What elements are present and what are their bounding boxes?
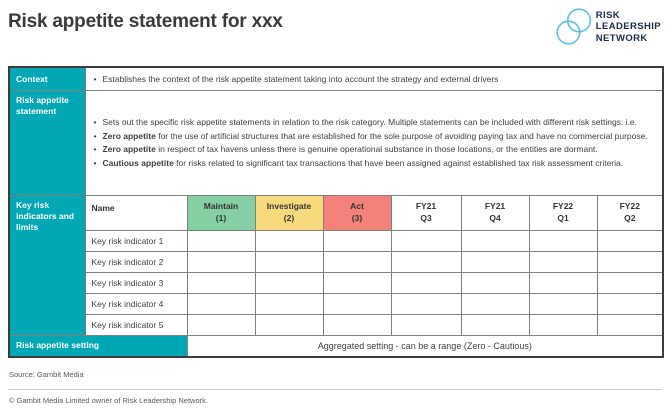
period-header-fy22-q2: FY22 Q2 [597,196,663,231]
period-header-fy21-q4: FY21 Q4 [461,196,529,231]
bullet-icon: • [93,144,97,155]
kri-value-cell [597,315,663,336]
logo-line-network: NETWORK [595,32,648,44]
kri-value-cell [323,294,391,315]
kri-value-cell [529,252,597,273]
statement-text-cell [85,91,663,196]
kri-value-cell [529,273,597,294]
kri-value-cell [323,273,391,294]
bullet-icon: • [93,158,97,169]
status-header-act: Act (3) [323,196,391,231]
kri-value-cell [187,231,255,252]
bullet-text: Establishes the context of the risk appetite statement taking into account the strategy and external drivers [102,73,499,84]
kri-row-label: Key risk indicator 2 [85,252,187,273]
statement-bullets [94,117,655,169]
period-header-fy22-q1: FY22 Q1 [529,196,597,231]
setting-label: Risk appetite setting [9,336,187,357]
footer-divider [8,389,662,390]
statement-label: Risk appetite statement [9,91,85,196]
logo-line-leadership: LEADERSHIP [595,21,661,33]
kri-value-cell [323,315,391,336]
kri-row-4 [9,294,663,315]
kri-value-cell [529,294,597,315]
kri-row-label: Key risk indicator 1 [85,231,187,252]
context-label: Context [9,67,85,91]
period-header-fy21-q3: FY21 Q3 [391,196,461,231]
bullet-item [94,131,655,142]
kri-row-2 [9,252,663,273]
kri-value-cell [323,231,391,252]
statement-row [9,91,663,196]
kri-value-cell [187,252,255,273]
logo-circles-icon [556,7,593,47]
bullet-text: Zero appetite for the use of artificial structures that are established for the sole purpose of avoiding paying tax and have no commercial purpose. [102,130,648,141]
copyright-note: © Gambit Media Limited owner of Risk Leadership Network. [9,396,208,405]
kri-value-cell [255,252,323,273]
setting-row [9,336,663,357]
kri-value-cell [597,252,663,273]
kri-value-cell [391,273,461,294]
context-bullets [94,74,655,85]
bullet-icon: • [93,130,97,141]
kri-value-cell [529,315,597,336]
kri-value-cell [461,294,529,315]
kri-value-cell [461,315,529,336]
logo-wordmark [596,10,661,45]
kri-row-3 [9,273,663,294]
kri-value-cell [597,294,663,315]
kri-value-cell [461,273,529,294]
kri-header-row [9,196,663,231]
kri-row-label: Key risk indicator 3 [85,273,187,294]
kri-section-label: Key risk indicators and limits [9,196,85,336]
context-row [9,67,663,91]
bullet-item [94,158,655,169]
setting-value: Aggregated setting - can be a range (Zero - Cautious) [187,336,663,357]
status-header-maintain: Maintain (1) [187,196,255,231]
kri-value-cell [187,294,255,315]
context-text-cell [85,67,663,91]
kri-value-cell [255,315,323,336]
kri-value-cell [597,231,663,252]
kri-value-cell [391,294,461,315]
kri-value-cell [391,252,461,273]
bullet-item [94,117,655,128]
bullet-text: Sets out the specific risk appetite statements in relation to the risk category. Multiple statements can be included with different risk settings: i.e. [102,117,637,128]
bullet-text: Zero appetite in respect of tax havens unless there is genuine operational substance in those locations, or the entities are dormant. [102,144,598,155]
risk-leadership-network-logo [556,7,661,47]
kri-value-cell [461,231,529,252]
source-note: Source: Gambit Media [9,370,84,379]
kri-value-cell [255,294,323,315]
kri-value-cell [255,231,323,252]
kri-row-5 [9,315,663,336]
kri-row-label: Key risk indicator 4 [85,294,187,315]
bullet-text: Cautious appetite for risks related to significant tax transactions that have been assigned against established tax risk assessment criteria. [102,158,624,169]
kri-name-header: Name [85,196,187,231]
kri-value-cell [391,315,461,336]
bullet-icon: • [93,73,97,84]
bullet-item [94,144,655,155]
kri-value-cell [187,273,255,294]
kri-value-cell [391,231,461,252]
status-header-investigate: Investigate (2) [255,196,323,231]
bullet-icon: • [93,117,97,128]
kri-value-cell [323,252,391,273]
risk-appetite-table [8,66,664,358]
kri-value-cell [255,273,323,294]
kri-row-label: Key risk indicator 5 [85,315,187,336]
kri-value-cell [187,315,255,336]
bullet-item [94,74,655,85]
page-title: Risk appetite statement for xxx [8,11,283,32]
kri-value-cell [529,231,597,252]
kri-value-cell [461,252,529,273]
kri-row-1 [9,231,663,252]
logo-line-risk: RISK [595,9,621,21]
kri-value-cell [597,273,663,294]
